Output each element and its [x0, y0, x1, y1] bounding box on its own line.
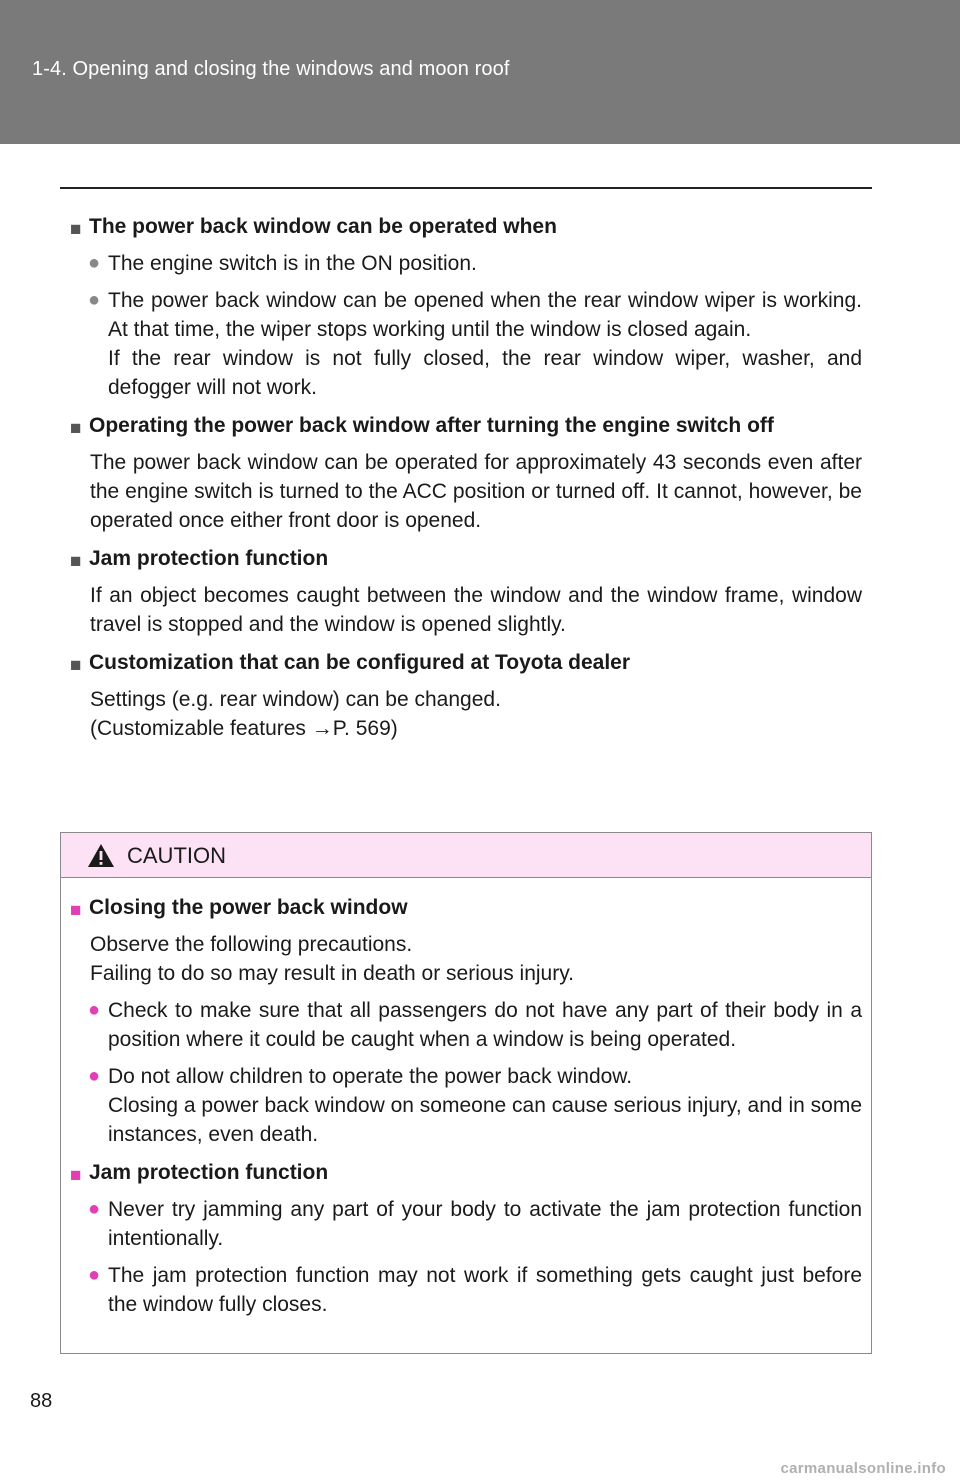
list-item: ● The engine switch is in the ON position. — [70, 249, 862, 278]
list-item: ● The power back window can be opened when the rear window wiper is working. At that time, the wiper stops working until the window is closed again. If the rear window is not fully closed, the rear window wiper, washer, and defogger will not work. — [70, 286, 862, 402]
circle-bullet-icon: ● — [88, 289, 101, 311]
paragraph: Settings (e.g. rear window) can be changed. (Customizable features →P. 569) — [70, 685, 862, 743]
list-item: ● Check to make sure that all passengers do not have any part of their body in a position where it could be caught when a window is being operated. — [70, 996, 862, 1054]
caution-heading: ■ Closing the power back window — [70, 893, 862, 922]
footer — [0, 1448, 960, 1484]
page-number: 88 — [30, 1390, 53, 1412]
caution-header — [61, 833, 871, 878]
section-customization — [70, 648, 862, 743]
paragraph: If an object becomes caught between the window and the window frame, window travel is stopped and the window is opened slightly. — [90, 584, 862, 636]
circle-bullet-icon: ● — [88, 1264, 101, 1286]
watermark: carmanualsonline.info — [780, 1460, 946, 1477]
caution-box — [60, 832, 872, 1354]
list-item: ● Do not allow children to operate the power back window. Closing a power back window on someone can cause serious injury, and in some instances, even death. — [70, 1062, 862, 1149]
main-content — [70, 212, 862, 752]
caution-body — [70, 893, 862, 1328]
section-heading: ■ The power back window can be operated when — [70, 212, 862, 241]
square-bullet-icon: ■ — [70, 418, 82, 439]
warning-triangle-icon — [87, 843, 115, 868]
section-heading: ■ Jam protection function — [70, 544, 862, 573]
square-bullet-icon: ■ — [70, 551, 82, 572]
caution-heading: ■ Jam protection function — [70, 1158, 862, 1187]
section-after-engine-off — [70, 411, 862, 535]
caution-section-closing — [70, 893, 862, 1149]
section-title: 1-4. Opening and closing the windows and moon roof — [32, 58, 510, 80]
header-bar — [0, 0, 960, 144]
caution-section-jam — [70, 1158, 862, 1319]
square-bullet-icon: ■ — [70, 1165, 82, 1186]
square-bullet-icon: ■ — [70, 655, 82, 676]
list-item: ● The jam protection function may not work if something gets caught just before the window fully closes. — [70, 1261, 862, 1319]
caution-label: CAUTION — [127, 843, 226, 868]
square-bullet-icon: ■ — [70, 219, 82, 240]
circle-bullet-icon: ● — [88, 1065, 101, 1087]
section-jam-protection — [70, 544, 862, 639]
section-heading: ■ Operating the power back window after turning the engine switch off — [70, 411, 862, 440]
square-bullet-icon: ■ — [70, 900, 82, 921]
section-heading: ■ Customization that can be configured at Toyota dealer — [70, 648, 862, 677]
paragraph: The power back window can be operated for approximately 43 seconds even after the engine switch is turned to the ACC position or turned off. It cannot, however, be operated once either front door is opened. — [90, 451, 862, 532]
circle-bullet-icon: ● — [88, 999, 101, 1021]
divider — [60, 187, 872, 189]
section-operation-conditions — [70, 212, 862, 402]
circle-bullet-icon: ● — [88, 252, 101, 274]
list-item: ● Never try jamming any part of your body to activate the jam protection function intentionally. — [70, 1195, 862, 1253]
paragraph: Observe the following precautions. Failing to do so may result in death or serious injury. — [90, 933, 575, 985]
page-reference-link[interactable]: (Customizable features →P. 569) — [90, 717, 398, 740]
circle-bullet-icon: ● — [88, 1198, 101, 1220]
